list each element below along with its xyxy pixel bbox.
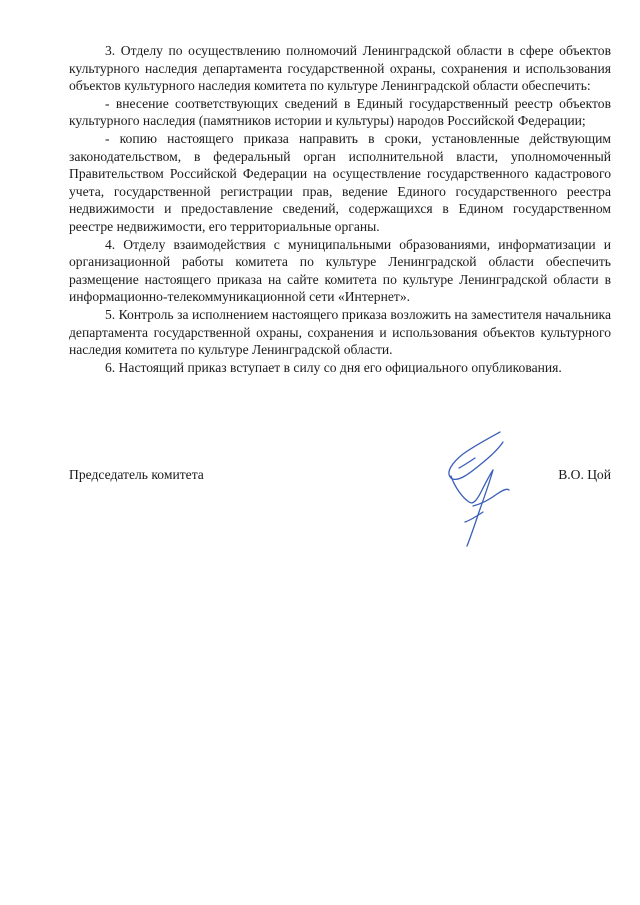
paragraph-3-item-2: - копию настоящего приказа направить в сроки, установленные действующим законодательством, в федеральный орган исполнительной власти, уполномоченный Правительством Российской Федерации на осуществление государственного кадастрового учета, государственной регистрации прав, ведение Единого государственного реестра недвижимости и предоставление сведений, содержащихся в Едином государственном реестре недвижимости, его территориальные органы. [69, 130, 611, 234]
paragraph-5: 5. Контроль за исполнением настоящего приказа возложить на заместителя начальника департамента государственной охраны, сохранения и использования объектов культурного наследия комитета по культуре Ленинградской области. [69, 306, 611, 358]
handwritten-signature-icon [429, 428, 529, 550]
paragraph-4: 4. Отделу взаимодействия с муниципальными образованиями, информатизации и организационной работы комитета по культуре Ленинградской области обеспечить размещение настоящего приказа на сайте комитета по культуре Ленинградской области в информационно-телекоммуникационной сети «Интернет». [69, 236, 611, 305]
document-body [69, 42, 611, 376]
signatory-name: В.О. Цой [558, 467, 611, 482]
paragraph-3: 3. Отделу по осуществлению полномочий Ленинградской области в сфере объектов культурного наследия департамента государственной охраны, сохранения и использования объектов культурного наследия комитета по культуре Ленинградской области обеспечить: [69, 43, 611, 94]
paragraph-3-item-1: - внесение соответствующих сведений в Единый государственный реестр объектов культурного наследия (памятников истории и культуры) народов Российской Федерации; [69, 95, 611, 129]
signature-block [69, 462, 611, 552]
signatory-title: Председатель комитета [69, 467, 204, 482]
paragraph-6: 6. Настоящий приказ вступает в силу со дня его официального опубликования. [105, 359, 562, 375]
